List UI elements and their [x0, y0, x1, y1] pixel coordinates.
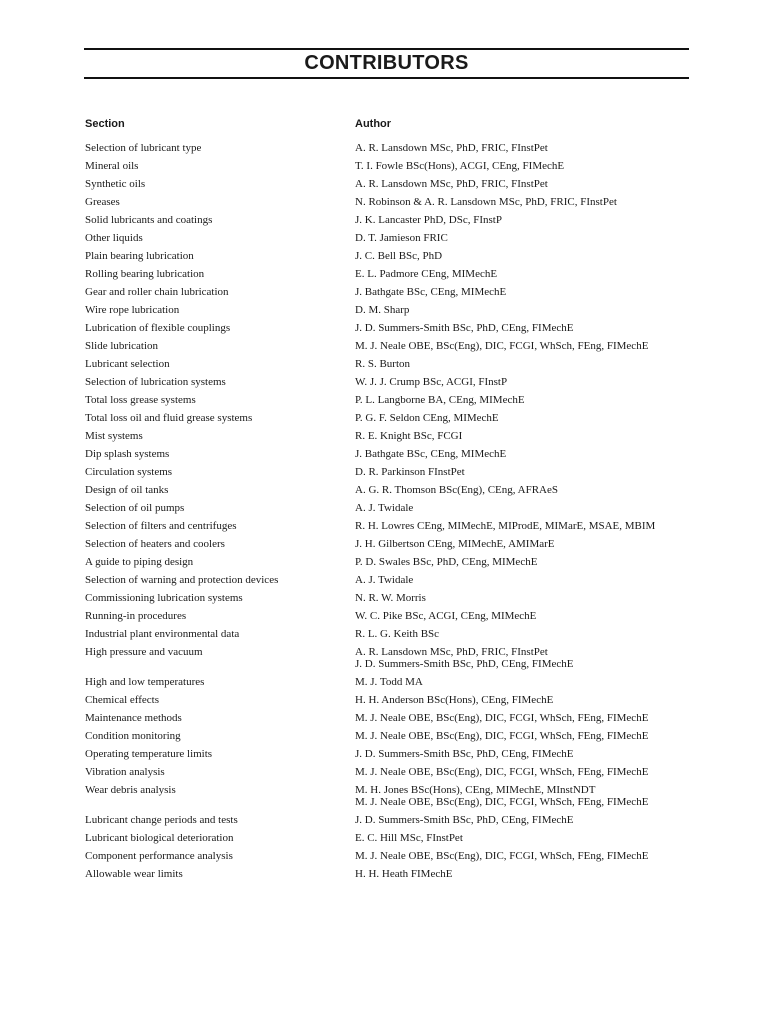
section-name: Selection of heaters and coolers [85, 538, 225, 550]
author-name: N. R. W. Morris [355, 592, 426, 604]
table-row [85, 610, 705, 622]
table-row [85, 502, 705, 514]
author-name: A. R. Lansdown MSc, PhD, FRIC, FInstPet [355, 142, 548, 154]
author-name: D. R. Parkinson FInstPet [355, 466, 465, 478]
table-row [85, 430, 705, 442]
author-name: E. L. Padmore CEng, MIMechE [355, 268, 498, 280]
table-row [85, 322, 705, 334]
table-row [85, 520, 705, 532]
author-name: P. G. F. Seldon CEng, MIMechE [355, 412, 499, 424]
section-name: Operating temperature limits [85, 748, 213, 760]
section-name: Selection of oil pumps [85, 502, 185, 514]
section-name: Allowable wear limits [85, 868, 183, 880]
table-row [85, 178, 705, 190]
section-name: Plain bearing lubrication [85, 250, 194, 262]
author-name: M. J. Neale OBE, BSc(Eng), DIC, FCGI, WhSch, FEng, FIMechE [355, 730, 649, 742]
author-name: A. J. Twidale [355, 502, 414, 514]
section-name: Synthetic oils [85, 178, 146, 190]
author-name: A. R. Lansdown MSc, PhD, FRIC, FInstPet [355, 178, 548, 190]
author-name: A. J. Twidale [355, 574, 414, 586]
section-name: Other liquids [85, 232, 143, 244]
section-name: Selection of lubrication systems [85, 376, 226, 388]
author-name: H. H. Anderson BSc(Hons), CEng, FIMechE [355, 694, 554, 706]
author-name: J. C. Bell BSc, PhD [355, 250, 443, 262]
author-name: J. Bathgate BSc, CEng, MIMechE [355, 448, 507, 460]
table-row [85, 268, 705, 280]
section-name: Mineral oils [85, 160, 139, 172]
table-row [85, 628, 705, 640]
author-name: R. E. Knight BSc, FCGI [355, 430, 463, 442]
table-row [85, 358, 705, 370]
table-row [85, 340, 705, 352]
table-row [85, 232, 705, 244]
table-row [85, 766, 705, 778]
section-name: Slide lubrication [85, 340, 159, 352]
table-row [85, 142, 705, 154]
author-name: J. D. Summers-Smith BSc, PhD, CEng, FIMechE [355, 748, 574, 760]
author-name: T. I. Fowle BSc(Hons), ACGI, CEng, FIMechE [355, 160, 565, 172]
table-row [85, 412, 705, 424]
author-name: J. K. Lancaster PhD, DSc, FInstP [355, 214, 502, 226]
table-row [85, 214, 705, 226]
author-name: M. J. Neale OBE, BSc(Eng), DIC, FCGI, WhSch, FEng, FIMechE [355, 340, 649, 352]
author-name: J. Bathgate BSc, CEng, MIMechE [355, 286, 507, 298]
author-name: J. D. Summers-Smith BSc, PhD, CEng, FIMechE [355, 814, 574, 826]
author-name: W. J. J. Crump BSc, ACGI, FInstP [355, 376, 508, 388]
section-name: Lubrication of flexible couplings [85, 322, 231, 334]
table-row [85, 196, 705, 208]
table-row [85, 694, 705, 706]
table-row [85, 646, 705, 670]
author-name: D. T. Jamieson FRIC [355, 232, 448, 244]
table-row [85, 784, 705, 808]
table-row [85, 832, 705, 844]
author-column-header: Author [355, 118, 392, 130]
author-name: H. H. Heath FIMechE [355, 868, 453, 880]
section-name: High and low temperatures [85, 676, 205, 688]
section-name: Maintenance methods [85, 712, 182, 724]
table-row [85, 484, 705, 496]
table-row [85, 304, 705, 316]
table-row [85, 574, 705, 586]
section-name: Mist systems [85, 430, 143, 442]
table-row [85, 730, 705, 742]
author-name: A. G. R. Thomson BSc(Eng), CEng, AFRAeS [355, 484, 559, 496]
section-name: Total loss oil and fluid grease systems [85, 412, 253, 424]
author-name: M. J. Neale OBE, BSc(Eng), DIC, FCGI, WhSch, FEng, FIMechE [355, 766, 649, 778]
author-name: R. S. Burton [355, 358, 411, 370]
table-row [85, 466, 705, 478]
section-name: Selection of lubricant type [85, 142, 202, 154]
table-row [85, 592, 705, 604]
section-name: Solid lubricants and coatings [85, 214, 213, 226]
section-name: Selection of filters and centrifuges [85, 520, 237, 532]
author-name: R. H. Lowres CEng, MIMechE, MIProdE, MIMarE, MSAE, MBIM [355, 520, 656, 532]
author-name: J. D. Summers-Smith BSc, PhD, CEng, FIMechE [355, 322, 574, 334]
section-name: Rolling bearing lubrication [85, 268, 205, 280]
section-name: Industrial plant environmental data [85, 628, 240, 640]
table-row [85, 814, 705, 826]
author-name: M. J. Neale OBE, BSc(Eng), DIC, FCGI, WhSch, FEng, FIMechE [355, 850, 649, 862]
section-name: Total loss grease systems [85, 394, 196, 406]
section-name: Wear debris analysis [85, 784, 176, 796]
author-name: P. L. Langborne BA, CEng, MIMechE [355, 394, 525, 406]
section-name: Chemical effects [85, 694, 160, 706]
section-name: Design of oil tanks [85, 484, 169, 496]
author-name: M. J. Neale OBE, BSc(Eng), DIC, FCGI, WhSch, FEng, FIMechE [355, 712, 649, 724]
table-row [85, 394, 705, 406]
table-row [85, 160, 705, 172]
title-rule-top [84, 48, 689, 50]
table-row [85, 448, 705, 460]
author-name: M. J. Todd MA [355, 676, 423, 688]
table-row [85, 286, 705, 298]
section-name: Selection of warning and protection devices [85, 574, 279, 586]
section-name: High pressure and vacuum [85, 646, 203, 658]
section-name: Vibration analysis [85, 766, 165, 778]
author-name: J. H. Gilbertson CEng, MIMechE, AMIMarE [355, 538, 555, 550]
section-name: Lubricant change periods and tests [85, 814, 238, 826]
table-row [85, 868, 705, 880]
table-row [85, 376, 705, 388]
author-name: M. H. Jones BSc(Hons), CEng, MIMechE, MInstNDT M. J. Neale OBE, BSc(Eng), DIC, FCGI, WhSch, FEng, FIMechE [355, 784, 649, 808]
table-row [85, 712, 705, 724]
table-row [85, 850, 705, 862]
table-row [85, 556, 705, 568]
section-column-header: Section [85, 118, 125, 130]
author-name: E. C. Hill MSc, FInstPet [355, 832, 463, 844]
title-rule-bottom [84, 77, 689, 79]
section-name: Lubricant biological deterioration [85, 832, 234, 844]
author-name: D. M. Sharp [355, 304, 410, 316]
table-row [85, 748, 705, 760]
table-row [85, 250, 705, 262]
author-name: R. L. G. Keith BSc [355, 628, 440, 640]
section-name: Component performance analysis [85, 850, 233, 862]
contributors-table [85, 142, 705, 886]
section-name: Commissioning lubrication systems [85, 592, 243, 604]
section-name: Gear and roller chain lubrication [85, 286, 229, 298]
section-name: Wire rope lubrication [85, 304, 180, 316]
author-name: W. C. Pike BSc, ACGI, CEng, MIMechE [355, 610, 537, 622]
section-name: Running-in procedures [85, 610, 187, 622]
author-name: P. D. Swales BSc, PhD, CEng, MIMechE [355, 556, 538, 568]
section-name: Dip splash systems [85, 448, 170, 460]
table-row [85, 676, 705, 688]
author-name: A. R. Lansdown MSc, PhD, FRIC, FInstPet J. D. Summers-Smith BSc, PhD, CEng, FIMechE [355, 646, 574, 670]
page-title: CONTRIBUTORS [304, 52, 469, 74]
section-name: Lubricant selection [85, 358, 170, 370]
section-name: A guide to piping design [85, 556, 194, 568]
section-name: Greases [85, 196, 120, 208]
table-row [85, 538, 705, 550]
section-name: Condition monitoring [85, 730, 181, 742]
section-name: Circulation systems [85, 466, 173, 478]
author-name: N. Robinson & A. R. Lansdown MSc, PhD, FRIC, FInstPet [355, 196, 617, 208]
